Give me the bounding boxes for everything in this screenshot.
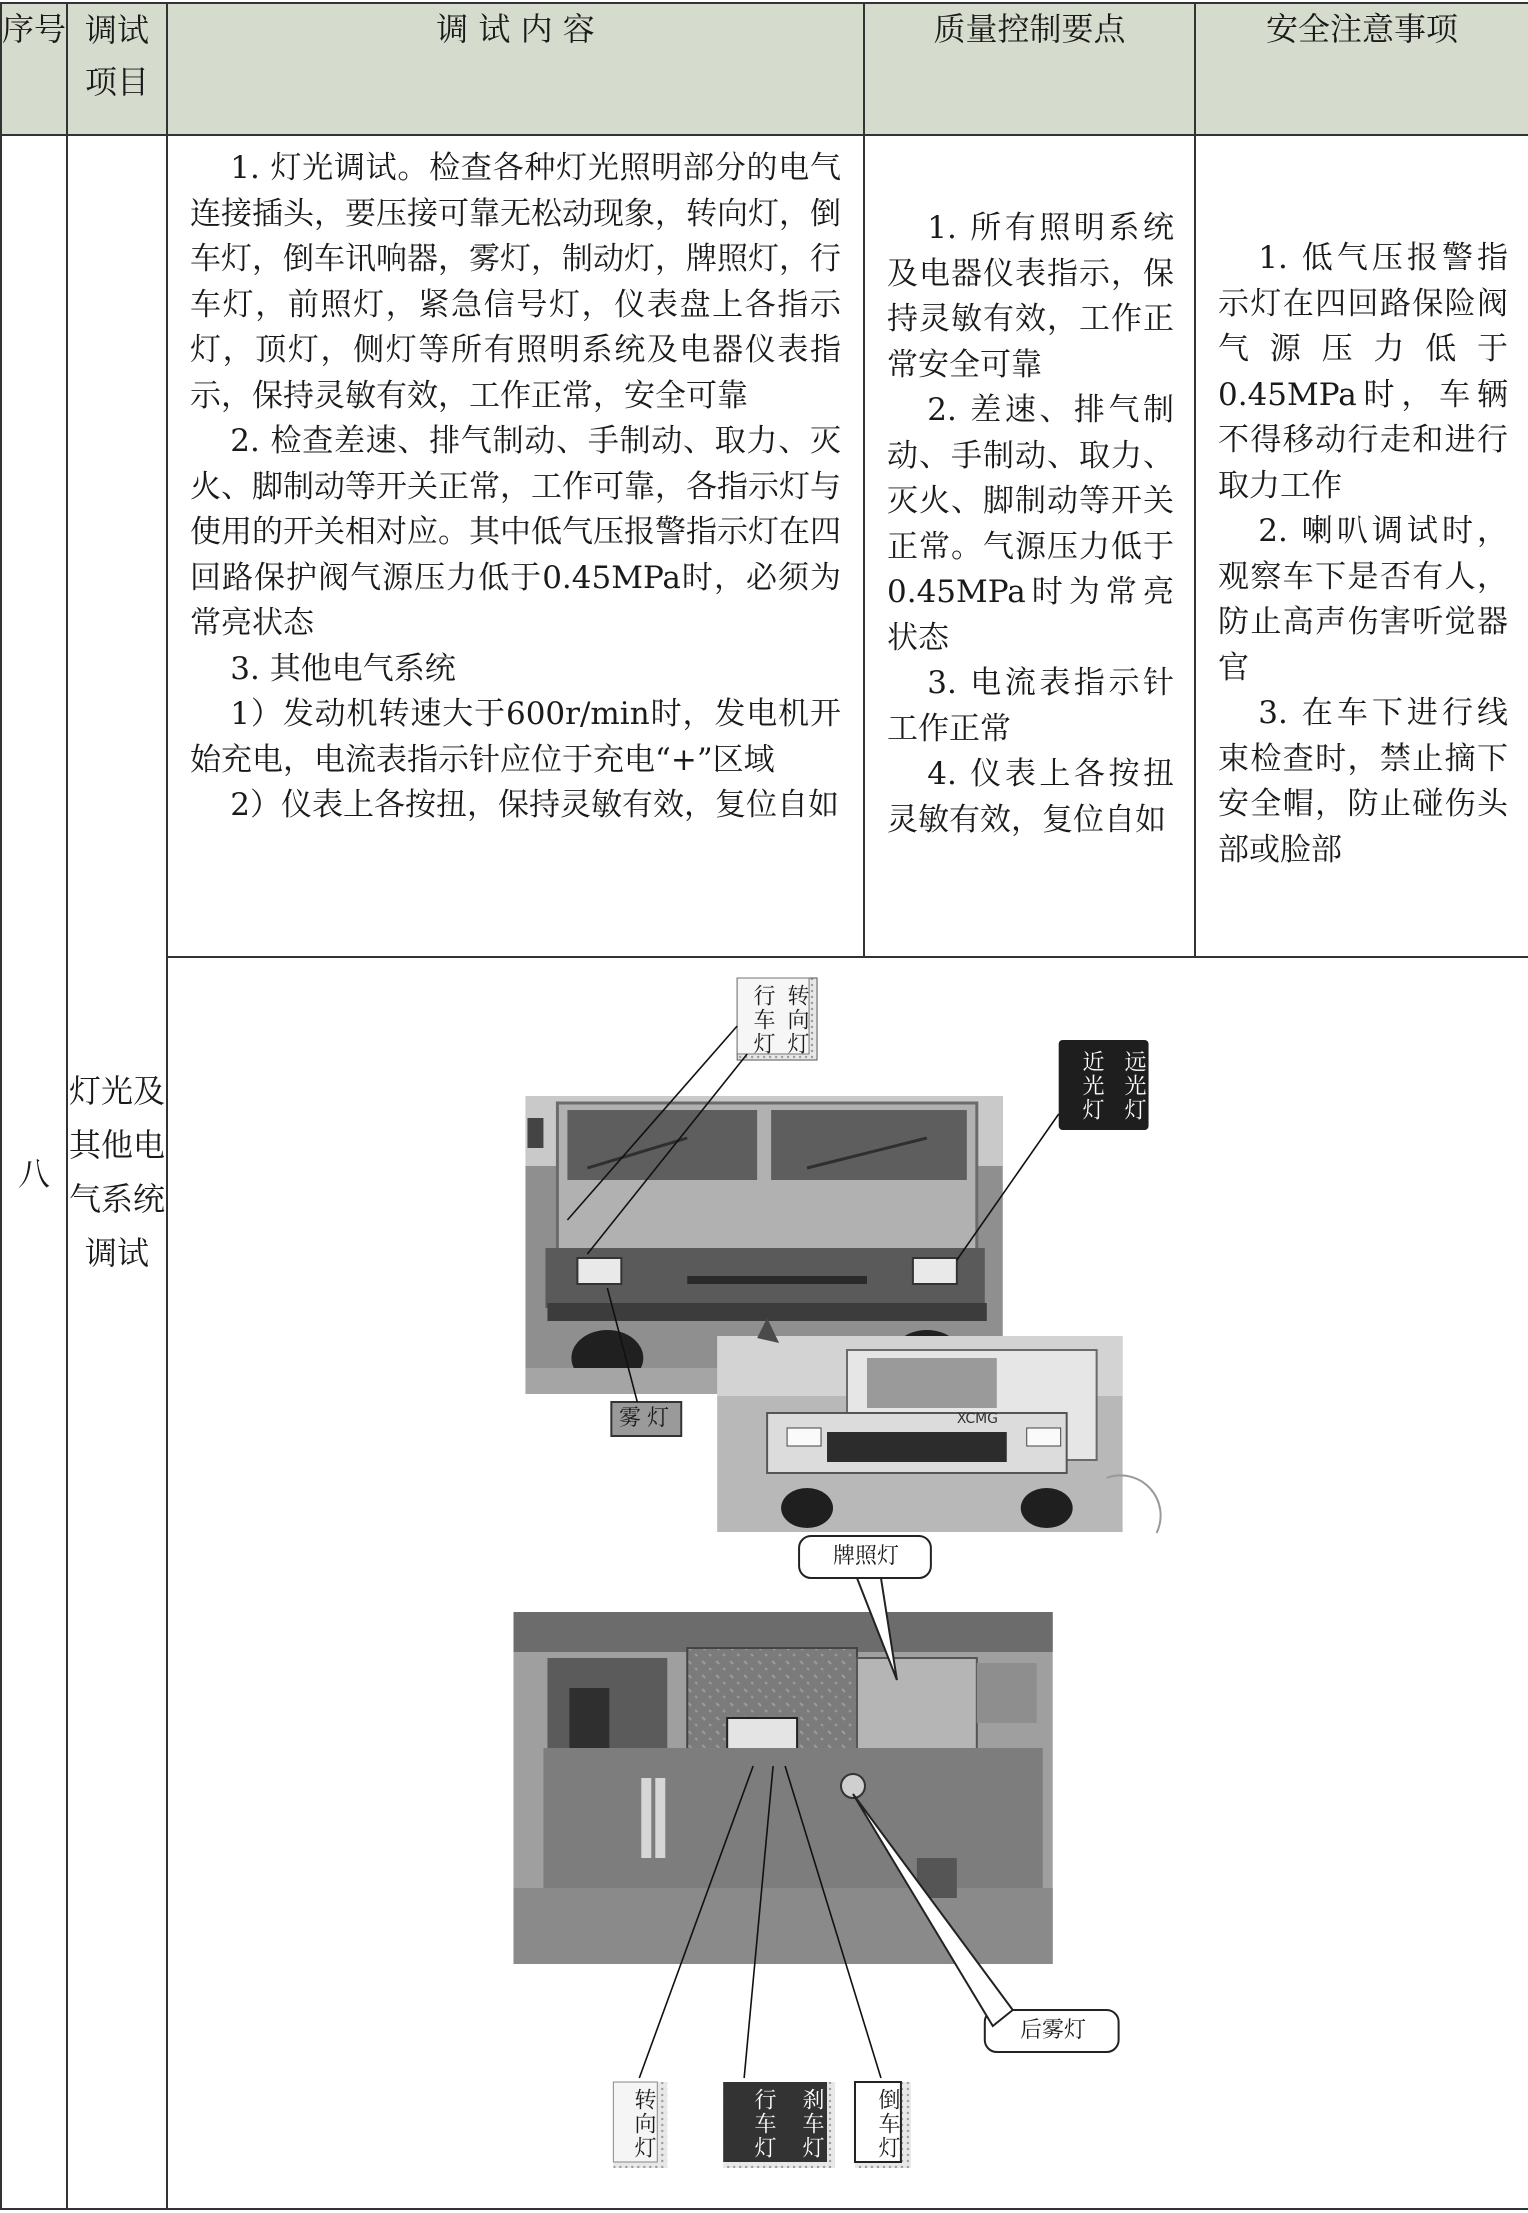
label-rear-reverse-light: 倒车灯: [875, 2088, 900, 2160]
quality-paragraph: 1. 所有照明系统及电器仪表指示，保持灵敏有效，工作正常安全可靠: [887, 210, 1174, 383]
label-turn-light-front: 转向灯: [784, 984, 809, 1056]
table-row: [1, 135, 1528, 957]
header-item: [67, 3, 167, 135]
quality-paragraph: 3. 电流表指示针工作正常: [887, 665, 1174, 747]
quality-cell: [864, 135, 1195, 957]
content-paragraph: 3. 其他电气系统: [230, 650, 456, 687]
safety-cell: [1195, 135, 1528, 957]
row-item-line: 气系统: [68, 1180, 165, 1218]
lights-figure: [168, 958, 1528, 2208]
safety-paragraph: 2. 喇叭调试时，观察车下是否有人，防止高声伤害听觉器官: [1218, 513, 1508, 686]
row-item-line: 灯光及: [68, 1072, 165, 1110]
content-paragraph: 1）发动机转速大于600r/min时，发电机开始充电，电流表指示针应位于充电“+”区域: [190, 696, 841, 778]
row-item-line: 调试: [84, 1234, 149, 1272]
safety-paragraph: 3. 在车下进行线束检查时，禁止摘下安全帽，防止碰伤头部或脸部: [1218, 695, 1508, 868]
figure-row: [1, 957, 1528, 2209]
brand-logo-text: XCMG: [956, 1410, 998, 1428]
quality-paragraph: 4. 仪表上各按扭灵敏有效，复位自如: [887, 756, 1174, 838]
label-low-beam: 近光灯: [1079, 1050, 1104, 1122]
label-run-light-front: 行车灯: [750, 984, 775, 1056]
row-item: [67, 135, 167, 2209]
front-xcmg-photo: [717, 1318, 1160, 1533]
label-rear-brake-light: 刹车灯: [799, 2088, 824, 2160]
label-rear-run-light: 行车灯: [751, 2088, 776, 2160]
quality-paragraph: 2. 差速、排气制动、手制动、取力、灭火、脚制动等开关正常。气源压力低于0.45MPa时为常亮状态: [887, 392, 1174, 656]
header-content: 调 试 内 容: [167, 3, 864, 135]
row-item-line: 其他电: [68, 1126, 165, 1164]
content-cell: [167, 135, 864, 957]
figure-cell: [167, 957, 1528, 2209]
content-paragraph: 1. 灯光调试。检查各种灯光照明部分的电气连接插头，要压接可靠无松动现象，转向灯，倒车灯，倒车讯响器，雾灯，制动灯，牌照灯，行车灯，前照灯，紧急信号灯，仪表盘上各指示灯，顶灯，侧灯等所有照明系统及电器仪表指示，保持灵敏有效，工作正常，安全可靠: [190, 150, 841, 414]
label-rear-fog: 后雾灯: [1019, 2018, 1086, 2043]
header-safety: 安全注意事项: [1195, 3, 1528, 135]
rear-truck-photo: [513, 1612, 1052, 1964]
row-seq: 八: [1, 135, 67, 2209]
header-seq: 序号: [1, 3, 67, 135]
header-item-line1: 调试: [84, 11, 149, 49]
label-high-beam: 远光灯: [1121, 1050, 1146, 1122]
safety-paragraph: 1. 低气压报警指示灯在四回路保险阀气源压力低于0.45MPa时，车辆不得移动行走和进行取力工作: [1218, 240, 1508, 504]
label-license-light: 牌照灯: [832, 1544, 899, 1569]
header-row: [1, 3, 1528, 135]
content-paragraph: 2）仪表上各按扭，保持灵敏有效，复位自如: [230, 787, 840, 823]
label-fog-light: 雾灯: [618, 1406, 675, 1431]
header-quality: 质量控制要点: [864, 3, 1195, 135]
header-item-line2: 项目: [84, 63, 149, 101]
content-paragraph: 2. 检查差速、排气制动、手制动、取力、灭火、脚制动等开关正常，工作可靠，各指示灯与使用的开关相对应。其中低气压报警指示灯在四回路保护阀气源压力低于0.45MPa时，必须为常亮状态: [190, 423, 841, 641]
debug-table: [0, 2, 1528, 2210]
label-rear-turn-light: 转向灯: [631, 2088, 656, 2160]
